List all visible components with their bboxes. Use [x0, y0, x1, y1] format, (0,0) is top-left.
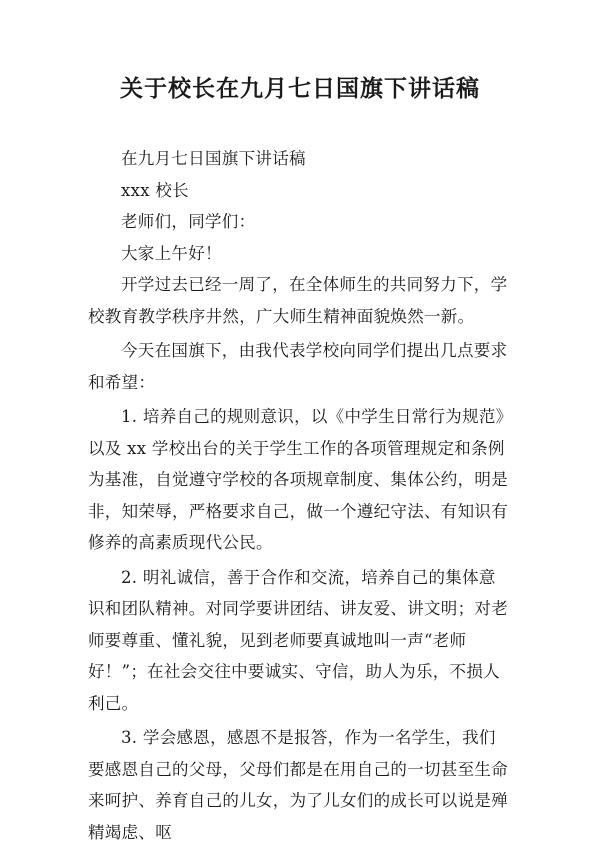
paragraph-subtitle: 在九月七日国旗下讲话稿	[121, 149, 306, 168]
paragraph-item-2: 2. 明礼诚信，善于合作和交流，培养自己的集体意识和团队精神。对同学要讲团结、讲友爱、讲文明；对老师要尊重、懂礼貌，见到老师要真诚地叫一声“老师好！”；在社会交往中要诚实、守信，助人为乐，不损人利己。	[88, 567, 508, 713]
paragraph-greeting: 大家上午好！	[121, 243, 222, 263]
document-body	[88, 143, 508, 848]
paragraph-item-1: 1. 培养自己的规则意识，以《中学生日常行为规范》以及 xx 学校出台的关于学生工作的各项管理规定和条例为基准，自觉遵守学校的各项规章制度、集体公约，明是非，知荣辱，严格要求自己，做一个遵纪守法、有知识有修养的高素质现代公民。	[88, 407, 508, 552]
paragraph-item-3: 3. 学会感恩，感恩不是报答，作为一名学生，我们要感恩自己的父母，父母们都是在用自己的一切甚至生命来呵护、养育自己的儿女，为了儿女们的成长可以说是殚精竭虑、呕	[88, 728, 508, 842]
paragraph-speaker: xxx 校长	[121, 180, 189, 200]
paragraph-intro: 开学过去已经一周了，在全体师生的共同努力下，学校教育教学秩序井然，广大师生精神面貌焕然一新。	[88, 275, 508, 326]
document-title: 关于校长在九月七日国旗下讲话稿	[120, 75, 480, 102]
paragraph-salutation: 老师们，同学们：	[121, 212, 256, 231]
paragraph-requests-intro: 今天在国旗下，由我代表学校向同学们提出几点要求和希望：	[88, 341, 508, 392]
